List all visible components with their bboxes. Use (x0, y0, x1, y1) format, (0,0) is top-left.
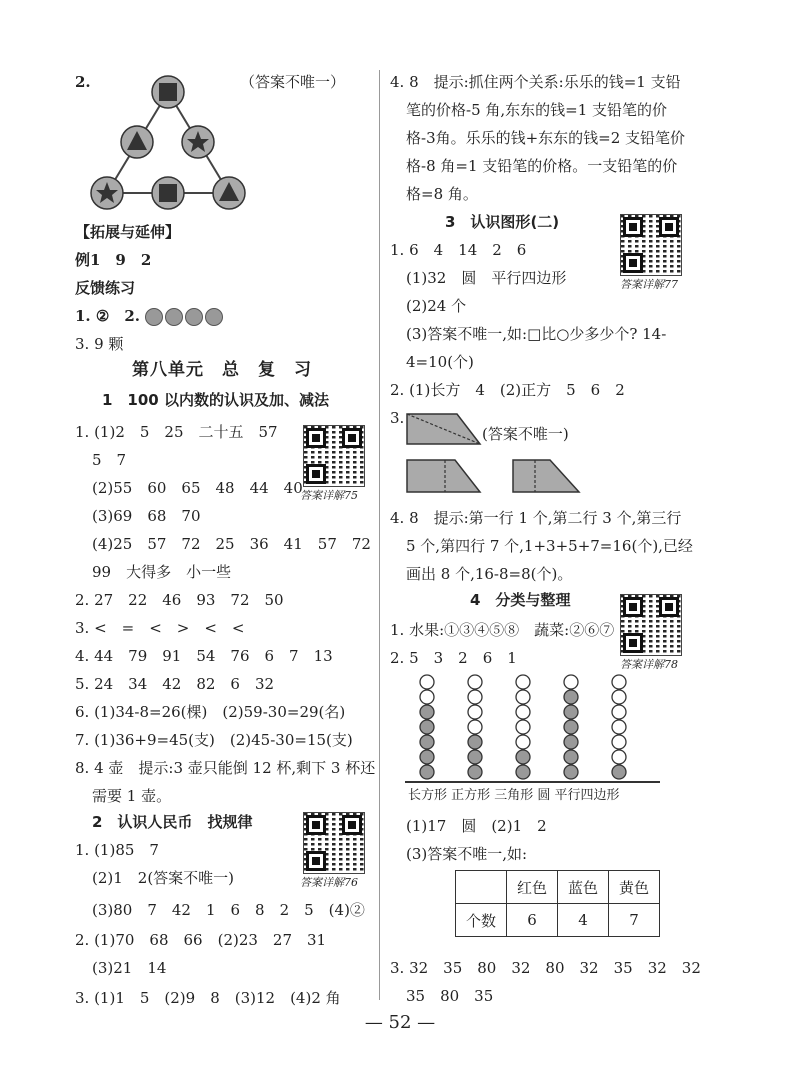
s1-line: 6. (1)34-8=26(棵) (2)59-30=29(名) (75, 703, 346, 721)
table-cell (456, 871, 507, 904)
feedback-line-3: 3. 9 颗 (75, 335, 124, 353)
s2-line: (2)1 2(答案不唯一) (92, 869, 235, 887)
feedback-line-1 (75, 306, 225, 326)
s4-line: (1)17 圆 (2)1 2 (406, 817, 547, 835)
bead (612, 690, 626, 704)
table-row (456, 904, 660, 937)
s1-line: 7. (1)36+9=45(支) (2)45-30=15(支) (75, 731, 353, 749)
bead (516, 675, 530, 689)
table-cell: 6 (507, 904, 558, 937)
feedback-heading: 反馈练习 (75, 279, 136, 297)
s4-line: 2. 5 3 2 6 1 (390, 649, 517, 667)
q2-note: （答案不唯一） (240, 73, 346, 91)
s1-line: (4)25 57 72 25 36 41 57 72 (92, 535, 371, 553)
table-row (456, 871, 660, 904)
bead (564, 735, 578, 749)
bead (516, 765, 530, 779)
qr-code-76[interactable] (303, 812, 365, 874)
qr-caption-77: 答案详解77 (620, 278, 678, 291)
bead (468, 765, 482, 779)
table-cell: 蓝色 (558, 871, 609, 904)
bead (420, 705, 434, 719)
bead (612, 720, 626, 734)
s3-line: 1. 6 4 14 2 6 (390, 241, 527, 259)
s1-line: 3. < = < > < < (75, 619, 245, 637)
table-cell: 4 (558, 904, 609, 937)
bead-chart (405, 672, 660, 784)
bead (468, 720, 482, 734)
bead (420, 675, 434, 689)
bead (468, 675, 482, 689)
triangle-shape-diagram (85, 70, 255, 215)
s3-line: (2)24 个 (406, 297, 467, 315)
qr-caption-78: 答案详解78 (620, 658, 678, 671)
r4-line: 4. 8 提示:抓住两个关系:乐乐的钱=1 支铅 (390, 73, 681, 91)
bead (468, 735, 482, 749)
grey-circle-icon (185, 308, 203, 326)
bead (420, 735, 434, 749)
section-1-title: 1 100 以内数的认识及加、减法 (102, 391, 329, 409)
s3-line: (3)答案不唯一,如:□比○少多少个? 14- (406, 325, 667, 343)
bead (516, 735, 530, 749)
s4-line: 3. 32 35 80 32 80 32 35 32 32 (390, 959, 701, 977)
column-divider (379, 70, 380, 1000)
s2-line: 2. (1)70 68 66 (2)23 27 31 (75, 931, 327, 949)
example-1: 例1 9 2 (75, 251, 152, 269)
qr-caption-76: 答案详解76 (300, 876, 358, 889)
bead-chart-labels: 长方形 正方形 三角形 圆 平行四边形 (408, 788, 620, 803)
grey-circle-icon (145, 308, 163, 326)
color-count-table (455, 870, 660, 937)
s1-line: 5 7 (92, 451, 127, 469)
s1-line: 2. 27 22 46 93 72 50 (75, 591, 284, 609)
unit-8-title: 第八单元 总 复 习 (132, 360, 312, 380)
s3-line: 5 个,第四行 7 个,1+3+5+7=16(个),已经 (406, 537, 693, 555)
s1-line: 99 大得多 小一些 (92, 563, 232, 581)
q2-number: 2. (75, 73, 91, 91)
bead (564, 765, 578, 779)
bead (420, 765, 434, 779)
qr-code-75[interactable] (303, 425, 365, 487)
bead (468, 705, 482, 719)
page-number: — 52 — (364, 1012, 436, 1033)
table-cell: 个数 (456, 904, 507, 937)
bead (612, 765, 626, 779)
bead (420, 750, 434, 764)
s4-line: 1. 水果:①③④⑤⑧ 蔬菜:②⑥⑦ (390, 621, 615, 639)
section-2-title: 2 认识人民币 找规律 (92, 813, 253, 831)
s1-line: 1. (1)2 5 25 二十五 57 (75, 423, 278, 441)
s2-line: 3. (1)1 5 (2)9 8 (3)12 (4)2 角 (75, 989, 341, 1007)
bead (564, 720, 578, 734)
shape-cut-figures (405, 412, 590, 497)
bead (468, 690, 482, 704)
s4-line: (3)答案不唯一,如: (406, 845, 528, 863)
s3-line: 画出 8 个,16-8=8(个)。 (406, 565, 573, 583)
table-cell: 黄色 (609, 871, 660, 904)
bead (516, 720, 530, 734)
s2-line: 1. (1)85 7 (75, 841, 159, 859)
s1-line: 需要 1 壶。 (92, 787, 172, 805)
s3-line: 4=10(个) (406, 353, 474, 371)
s4-line: 35 80 35 (406, 987, 494, 1005)
section-4-title: 4 分类与整理 (470, 591, 571, 609)
r4-line: 笔的价格-5 角,东东的钱=1 支铅笔的价 (406, 101, 668, 119)
bead (612, 750, 626, 764)
bead (516, 705, 530, 719)
s3-note: (答案不唯一) (482, 425, 569, 443)
s3-line: 3. (390, 409, 405, 427)
bead (516, 690, 530, 704)
r4-line: 格-8 角=1 支铅笔的价格。一支铅笔的价 (406, 157, 678, 175)
qr-caption-75: 答案详解75 (300, 489, 358, 502)
bead (564, 690, 578, 704)
s3-line: 4. 8 提示:第一行 1 个,第二行 3 个,第三行 (390, 509, 682, 527)
table-cell: 7 (609, 904, 660, 937)
feedback-answers: 1. ② 2. (75, 307, 140, 325)
table-cell: 红色 (507, 871, 558, 904)
qr-code-77[interactable] (620, 214, 682, 276)
s1-line: 8. 4 壶 提示:3 壶只能倒 12 杯,剩下 3 杯还 (75, 759, 376, 777)
grey-circle-icon (205, 308, 223, 326)
s1-line: (2)55 60 65 48 44 40 (92, 479, 303, 497)
bead (564, 675, 578, 689)
bead (612, 675, 626, 689)
s2-line: (3)80 7 42 1 6 8 2 5 (4)② (92, 901, 365, 919)
s1-line: (3)69 68 70 (92, 507, 201, 525)
s1-line: 4. 44 79 91 54 76 6 7 13 (75, 647, 333, 665)
bead (564, 750, 578, 764)
s3-line: (1)32 圆 平行四边形 (406, 269, 567, 287)
s3-line: 2. (1)长方 4 (2)正方 5 6 2 (390, 381, 625, 399)
bead (612, 735, 626, 749)
section-3-title: 3 认识图形(二) (445, 213, 560, 231)
r4-line: 格-3角。乐乐的钱+东东的钱=2 支铅笔价 (406, 129, 686, 147)
qr-code-78[interactable] (620, 594, 682, 656)
bead (420, 690, 434, 704)
bead (468, 750, 482, 764)
bead (564, 705, 578, 719)
grey-circle-icon (165, 308, 183, 326)
bead (516, 750, 530, 764)
s1-line: 5. 24 34 42 82 6 32 (75, 675, 275, 693)
bead (612, 705, 626, 719)
bead (420, 720, 434, 734)
s2-line: (3)21 14 (92, 959, 167, 977)
r4-line: 格=8 角。 (406, 185, 478, 203)
tuozhan-heading: 【拓展与延伸】 (75, 223, 181, 241)
